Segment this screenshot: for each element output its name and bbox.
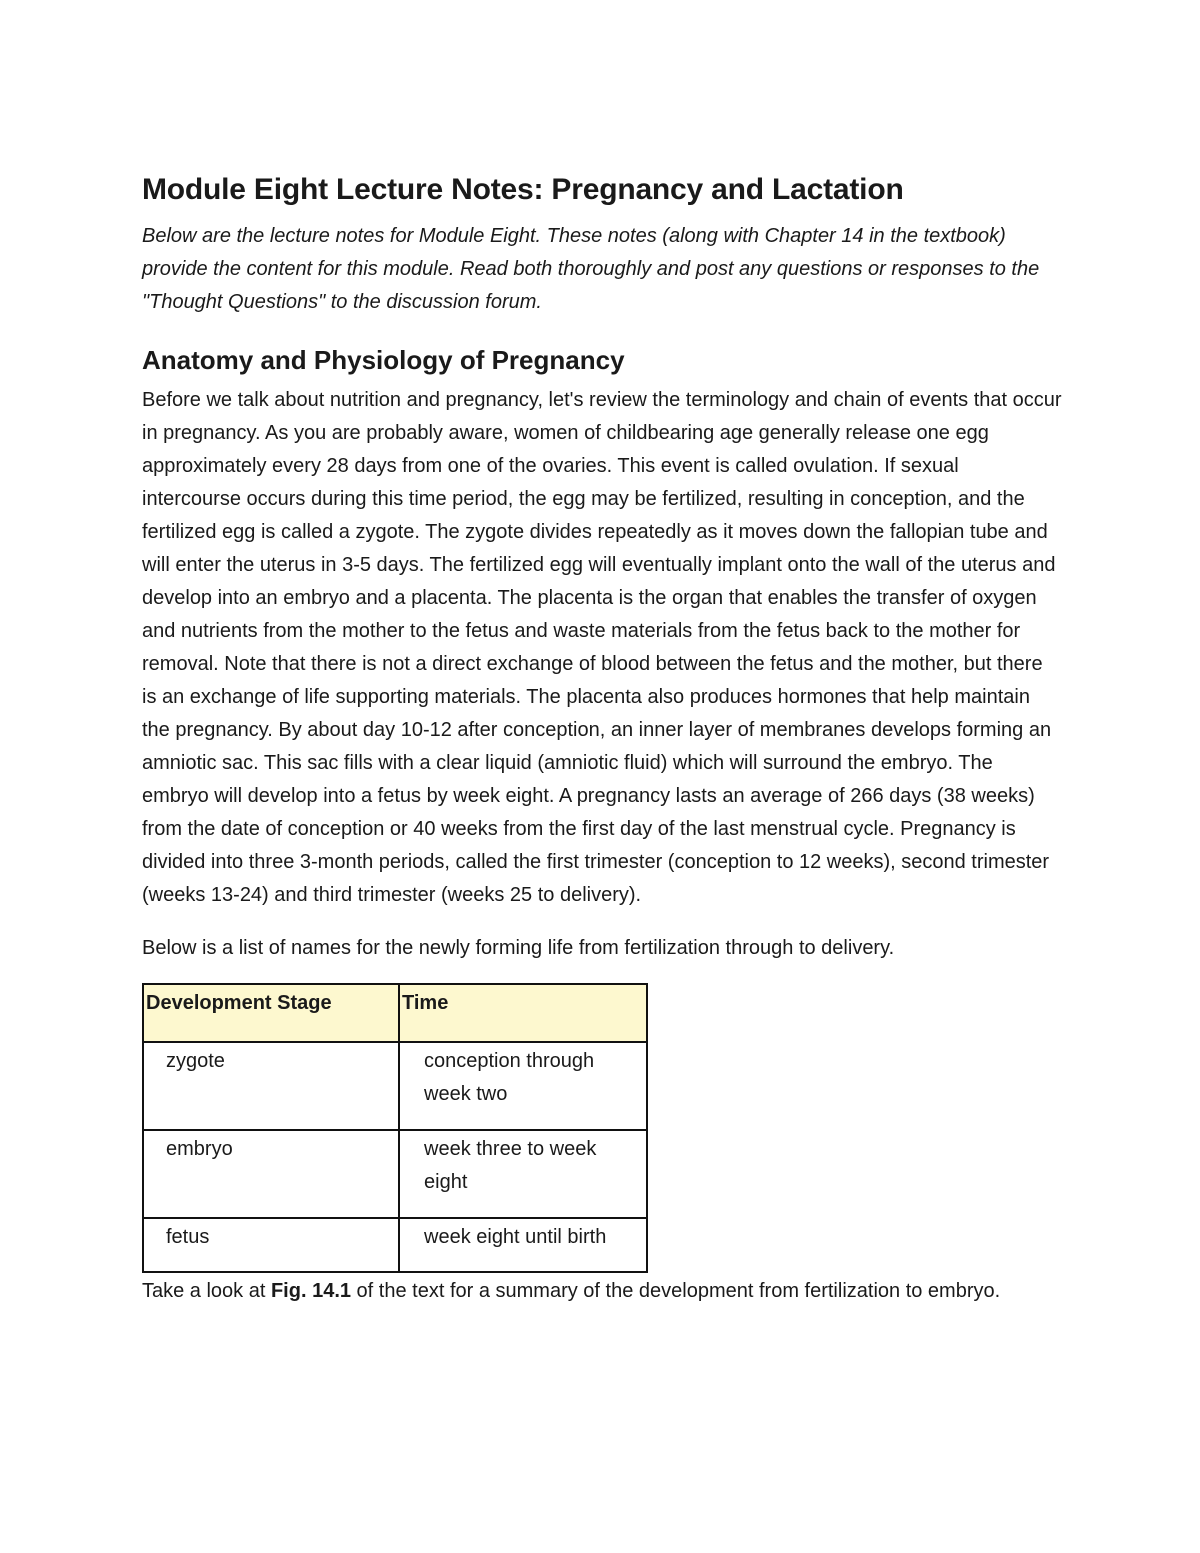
table-cell-stage: fetus (143, 1218, 399, 1272)
table-header-row (143, 984, 647, 1042)
document-page (142, 160, 1062, 1308)
table-row (143, 1042, 647, 1130)
intro-paragraph: Below are the lecture notes for Module Eight. These notes (along with Chapter 14 in the textbook) provide the content for this module. Read both thoroughly and post any questions or responses to the "Thought Questions" to the discussion forum. (142, 225, 1040, 313)
list-intro: Below is a list of names for the newly forming life from fertilization through to delivery. (142, 937, 895, 960)
table-row (143, 1218, 647, 1272)
table-cell-time: week three to week eight (399, 1130, 647, 1218)
table-cell-stage: embryo (143, 1130, 399, 1218)
table-cell-stage: zygote (143, 1042, 399, 1130)
table-row (143, 1130, 647, 1218)
table-cell-time: week eight until birth (399, 1218, 647, 1272)
body-paragraph: Before we talk about nutrition and pregnancy, let's review the terminology and chain of events that occur in pregnancy. As you are probably aware, women of childbearing age generally release one egg approximately every 28 days from one of the ovaries. This event is called ovulation. If sexual intercourse occurs during this time period, the egg may be fertilized, resulting in conception, and the fertilized egg is called a zygote. The zygote divides repeatedly as it moves down the fallopian tube and will enter the uterus in 3-5 days. The fertilized egg will eventually implant onto the wall of the uterus and develop into an embryo and a placenta. The placenta is the organ that enables the transfer of oxygen and nutrients from the mother to the fetus and waste materials from the fetus back to the mother for removal. Note that there is not a direct exchange of blood between the fetus and the mother, but there is an exchange of life supporting materials. The placenta also produces hormones that help maintain the pregnancy. By about day 10-12 after conception, an inner layer of membranes develops forming an amniotic sac. This sac fills with a clear liquid (amniotic fluid) which will surround the embryo. The embryo will develop into a fetus by week eight. A pregnancy lasts an average of 266 days (38 weeks) from the date of conception or 40 weeks from the first day of the last menstrual cycle. Pregnancy is divided into three 3-month periods, called the first trimester (conception to 12 weeks), second trimester (weeks 13-24) and third trimester (weeks 25 to delivery). (142, 389, 1062, 907)
table-header-stage: Development Stage (143, 984, 399, 1042)
page-title: Module Eight Lecture Notes: Pregnancy and Lactation (142, 173, 904, 206)
figure-reference-text-after: of the text for a summary of the development from fertilization to embryo. (351, 1280, 1001, 1303)
figure-reference-paragraph (142, 1275, 1062, 1308)
development-stage-table (142, 983, 648, 1273)
table-header-time: Time (399, 984, 647, 1042)
figure-reference-text-before: Take a look at (142, 1280, 271, 1303)
table-cell-time: conception through week two (399, 1042, 647, 1130)
figure-reference-link: Fig. 14.1 (270, 1280, 351, 1303)
section-heading: Anatomy and Physiology of Pregnancy (142, 345, 625, 375)
